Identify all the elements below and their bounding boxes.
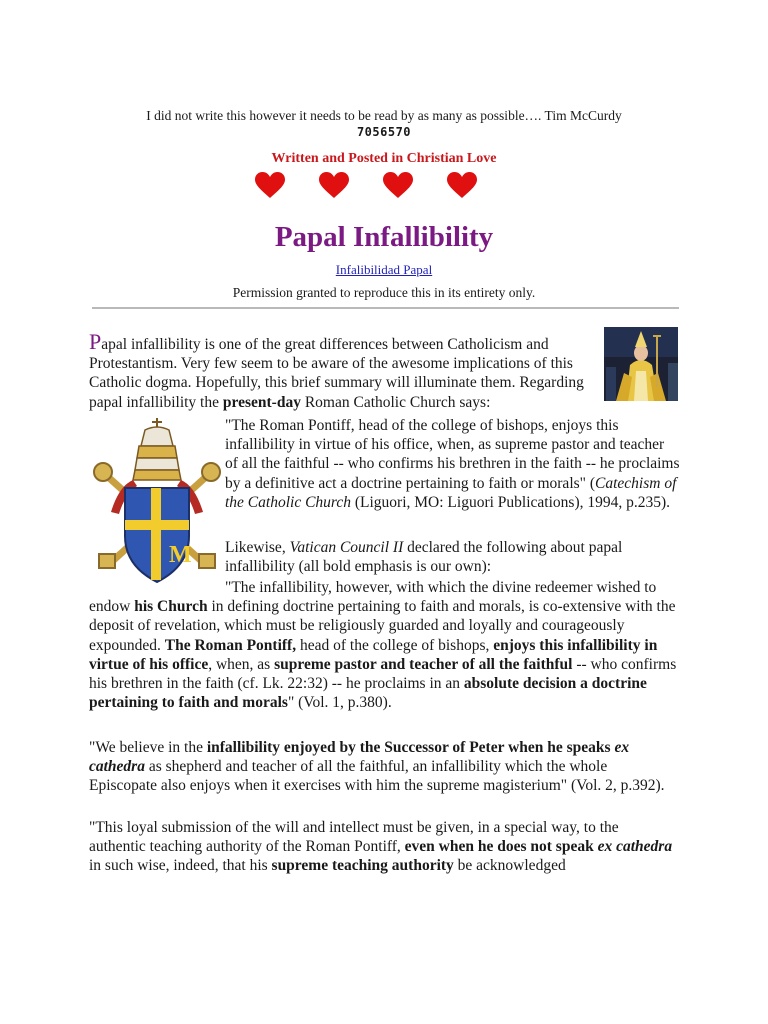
bold-run: enjoys this infallibility in virtue of his office [89, 636, 658, 673]
text-run: in defining doctrine pertaining to faith and morals, is co-extensive with the deposit of revelation, which must be religiously guarded and loyally and courageously expounded. [89, 598, 676, 654]
bold-run: supreme pastor and teacher of all the faithful [274, 655, 573, 673]
bold-run: his Church [134, 598, 208, 616]
text-run: Roman Catholic Church says: [300, 393, 491, 411]
text-run: apal infallibility is one of the great differences between Catholicism and Protestantism. Very few seem to be aware of the awesome implications of this Catholic dogma. Hopefully, this brief summary will illuminate them. Regarding papal infallibility the [89, 336, 584, 411]
bold-run: The Roman Pontiff, [164, 636, 297, 654]
page-title: Papal Infallibility [274, 221, 494, 253]
text-run: "We believe in the [89, 739, 207, 756]
heart-icon [383, 172, 413, 199]
text-run: be acknowledged [453, 857, 566, 875]
bold-run: supreme teaching authority [271, 857, 454, 875]
text-run: "The infallibility, however, with which the divine redeemer wished to endow [89, 579, 657, 616]
text-run: -- who confirms his brethren in the faith (cf. Lk. 22:32) -- he proclaims in an [89, 655, 677, 693]
crest-letter: M [169, 542, 192, 568]
heart-icon [319, 172, 349, 199]
intro-note [60, 107, 708, 141]
text-run: " (Vol. 1, p.380). [287, 694, 392, 712]
bold-run: present-day [222, 393, 301, 411]
text-run: declared the following about papal infallibility (all bold emphasis is our own): [225, 539, 623, 576]
bold-run: absolute decision a doctrine pertaining to faith and morals [89, 675, 647, 712]
text-run: "This loyal submission of the will and intellect must be given, in a special way, to the authentic teaching authority of the Roman Pontiff, [89, 819, 619, 856]
bold-run: infallibility enjoyed by the Successor of Peter when he speaks [206, 739, 611, 756]
bold-italic-run: ex cathedra [89, 739, 630, 776]
text-run: "The Roman Pontiff, head of the college of bishops, enjoys this infallibility in virtue of his office, when, as supreme pastor and teacher of all the faithful -- who confirms his brethren in the faith -- he proclaims by a definitive act a doctrine pertaining to faith or morals" ( [225, 417, 680, 492]
text-run: (Liguori, MO: Liguori Publications), 1994, p.235). [351, 493, 671, 511]
bold-run: even when he does not speak [404, 838, 598, 856]
heart-icon [255, 172, 285, 199]
text-run: as shepherd and teacher of all the faithful, an infallibility which the whole Episcopate also enjoys when it exercises with him the supreme magisterium" (Vol. 2, p.392). [89, 758, 665, 795]
hearts-row [255, 168, 511, 206]
drop-cap: P [89, 329, 102, 354]
text-run: Likewise, [225, 539, 290, 556]
italic-run: Catechism of the Catholic Church [225, 474, 677, 511]
bold-italic-run: ex cathedra [597, 838, 673, 856]
intro-text: I did not write this however it needs to be read by as many as possible…. Tim McCurdy [146, 108, 622, 123]
text-run: , when, as [208, 655, 275, 673]
phone-number: 7056570 [356, 125, 412, 139]
horizontal-rule [92, 307, 679, 309]
permission-note: Permission granted to reproduce this in its entirety only. [232, 285, 536, 300]
heart-icon [447, 172, 477, 199]
paragraph-intro [89, 329, 599, 412]
text-run: head of the college of bishops, [296, 636, 494, 654]
spanish-version-link-text[interactable]: Infalibilidad Papal [335, 262, 433, 277]
paragraph-vatican-quote-2 [89, 738, 679, 796]
italic-run: Vatican Council II [289, 539, 404, 556]
paragraph-vatican-quote-1 [89, 578, 679, 712]
spanish-version-link[interactable] [0, 262, 768, 278]
papal-coat-of-arms [89, 416, 225, 586]
paragraph-catechism-quote [225, 416, 680, 512]
christian-love-line: Written and Posted in Christian Love [271, 151, 497, 166]
paragraph-vatican-intro [225, 538, 680, 576]
paragraph-vatican-quote-3 [89, 818, 679, 876]
pope-photo [604, 327, 678, 401]
text-run: in such wise, indeed, that his [89, 857, 272, 875]
